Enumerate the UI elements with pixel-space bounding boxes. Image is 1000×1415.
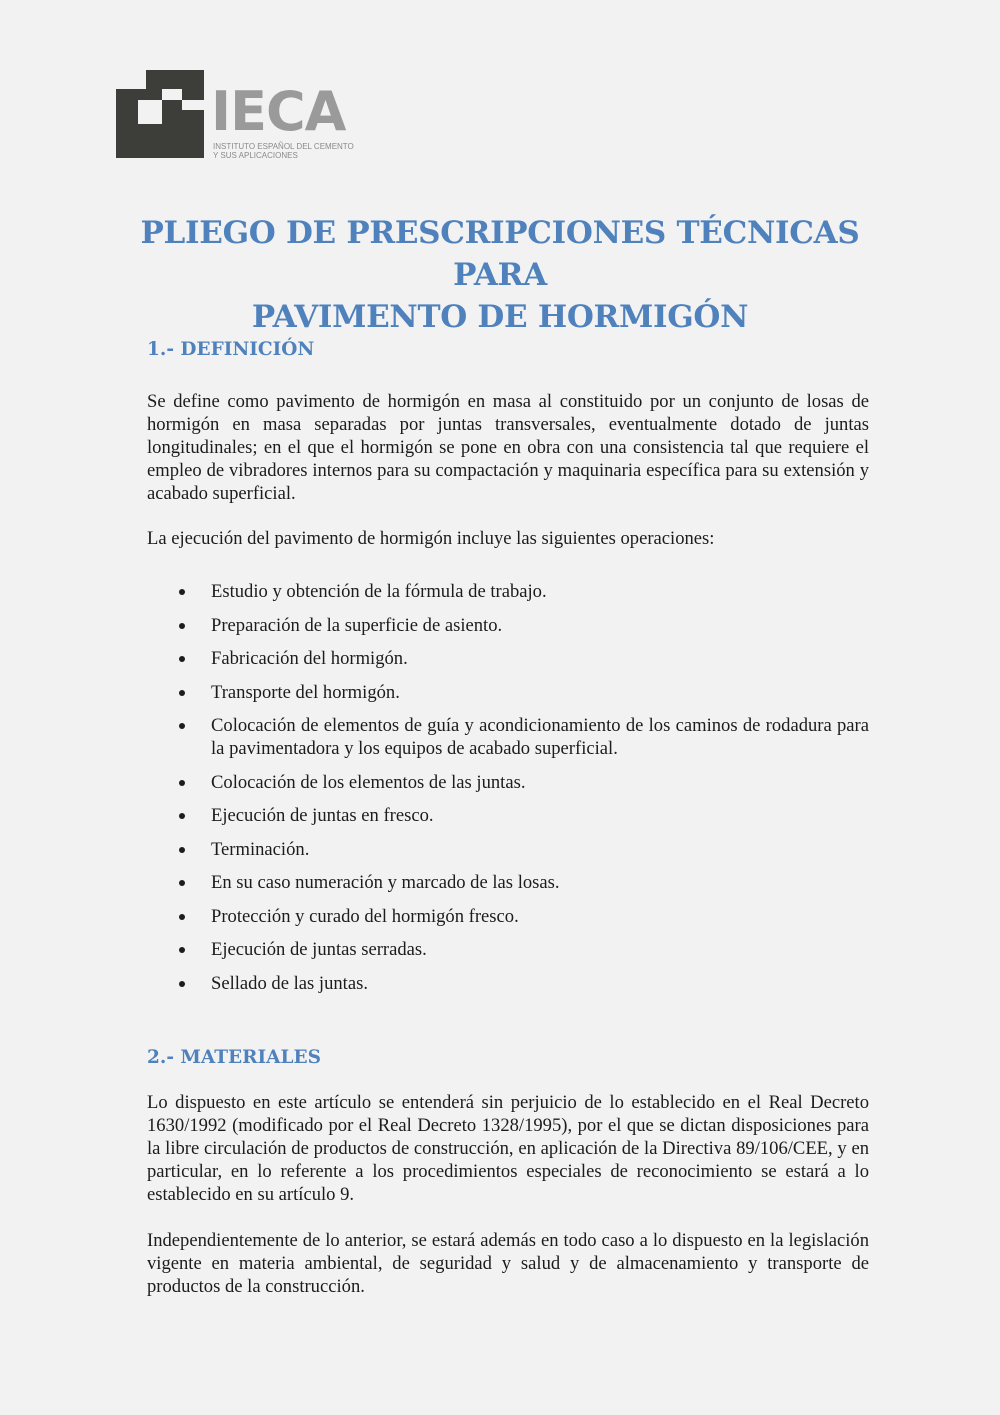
bullet-icon	[179, 780, 185, 786]
list-item	[147, 972, 869, 995]
list-item-text: Estudio y obtención de la fórmula de trabajo.	[211, 581, 547, 602]
document-body	[147, 336, 869, 1298]
list-item	[147, 771, 869, 794]
ieca-logo-mark-icon	[116, 70, 204, 158]
list-item	[147, 681, 869, 704]
list-item-text: Fabricación del hormigón.	[211, 648, 408, 669]
bullet-icon	[179, 813, 185, 819]
bullet-icon	[179, 723, 185, 729]
list-item	[147, 838, 869, 861]
bullet-icon	[179, 589, 185, 595]
document-title-line2: PAVIMENTO DE HORMIGÓN	[251, 299, 749, 335]
list-item	[147, 871, 869, 894]
list-item-text: Protección y curado del hormigón fresco.	[211, 905, 519, 927]
logo-wordmark: IECA	[211, 80, 346, 143]
bullet-icon	[179, 656, 185, 662]
document-title	[100, 212, 900, 338]
list-item-text: Sellado de las juntas.	[211, 972, 368, 994]
bullet-icon	[179, 690, 185, 696]
list-item-text: En su caso numeración y marcado de las losas.	[211, 872, 560, 893]
document-title-line1: PLIEGO DE PRESCRIPCIONES TÉCNICAS PARA	[140, 215, 860, 293]
list-item	[147, 614, 869, 637]
section-heading-definicion: 1.- DEFINICIÓN	[147, 339, 315, 360]
list-item	[147, 714, 869, 760]
definicion-paragraph-1: Se define como pavimento de hormigón en masa al constituido por un conjunto de losas de hormigón en masa separadas por juntas transversales, eventualmente dotado de juntas longitudinales; en el que el hormigón se pone en obra con una consistencia tal que requiere el empleo de vibradores internos para su compactación y maquinaria específica para su extensión y acabado superficial.	[147, 391, 869, 504]
bullet-icon	[179, 623, 185, 629]
list-item-text: Transporte del hormigón.	[211, 681, 400, 703]
list-item	[147, 580, 869, 603]
list-item-text: Preparación de la superficie de asiento.	[211, 614, 503, 636]
section-heading-materiales: 2.- MATERIALES	[147, 1046, 321, 1068]
bullet-icon	[179, 880, 185, 886]
list-item	[147, 647, 869, 670]
bullet-icon	[179, 914, 185, 920]
list-item-text: Colocación de elementos de guía y acondicionamiento de los caminos de rodadura para la pavimentadora y los equipos de acabado superficial.	[211, 715, 869, 759]
list-item-text: Colocación de los elementos de las juntas.	[211, 771, 526, 793]
list-item-text: Ejecución de juntas en fresco.	[211, 805, 434, 826]
materiales-paragraph-2: Independientemente de lo anterior, se estará además en todo caso a lo dispuesto en la legislación vigente en materia ambiental, de seguridad y salud y de almacenamiento y transporte de productos de la construcción.	[147, 1229, 869, 1297]
logo-subtitle-line1: INSTITUTO ESPAÑOL DEL CEMENTO	[213, 142, 354, 151]
list-item-text: Terminación.	[211, 838, 310, 860]
materiales-paragraph-1: Lo dispuesto en este artículo se entenderá sin perjuicio de lo establecido en el Real Decreto 1630/1992 (modificado por el Real Decreto 1328/1995), por el que se dictan disposiciones para la libre circulación de productos de construcción, en aplicación de la Directiva 89/106/CEE, y en particular, en lo referente a los procedimientos especiales de reconocimiento se estará a lo establecido en su artículo 9.	[147, 1091, 869, 1205]
list-item	[147, 905, 869, 928]
ieca-logo	[116, 70, 376, 162]
list-item-text: Ejecución de juntas serradas.	[211, 939, 427, 960]
bullet-icon	[179, 981, 185, 987]
bullet-icon	[179, 947, 185, 953]
logo-subtitle	[213, 142, 354, 160]
bullet-icon	[179, 847, 185, 853]
logo-subtitle-line2: Y SUS APLICACIONES	[213, 151, 298, 160]
definicion-paragraph-2: La ejecución del pavimento de hormigón incluye las siguientes operaciones:	[147, 528, 715, 549]
list-item	[147, 938, 869, 961]
list-item	[147, 804, 869, 827]
operations-list	[147, 580, 869, 995]
